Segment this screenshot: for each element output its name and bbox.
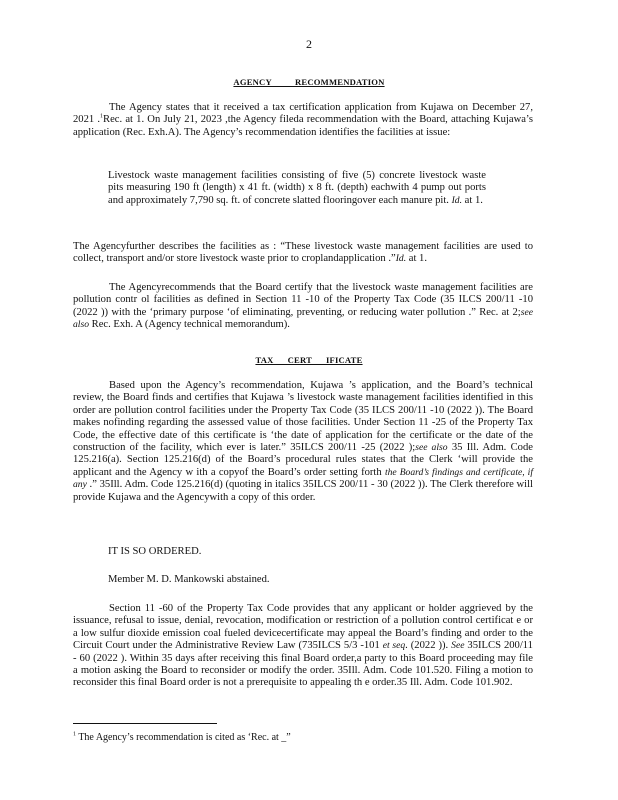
abstained-line: Member M. D. Mankowski abstained. — [108, 574, 270, 585]
agency-paragraph-2: The Agencyfurther describes the facilities as : “These livestock waste management facilities are used to collect, transport and/or store livestock waste prior to croplandapplication .”Id. at 1. — [73, 241, 533, 265]
certificate-paragraph-1: Based upon the Agency’s recommendation, Kujawa ’s application, and the Board’s technical review, the Board finds and certifies that Kujawa ’s livestock waste management facilities identified in this order are pollution control facilities under the Property Tax Code (35 ILCS 200/11 -10 (2022 )). The Board makes nofinding regarding the assessed value of those facilities. Under Section 11 -25 of the Property Tax Code, the effective date of this certificate is ‘the date of application for the certificate or the date of the construction of the facility, which ever is later.” 35ILCS 200/11 -25 (2022 );see also 35 Ill. Adm. Code 125.216(a). Section 125.216(d) of the Board’s procedural rules states that the Clerk ‘will provide the applicant and the Agency w ith a copyof the Board’s order setting forth the Board’s findings and certificate, if any .” 35Ill. Adm. Code 125.216(d) (quoting in italics 35ILCS 200/11 - 30 (2022 )). The Clerk therefore will provide Kujawa and the Agencywith a copy of this order. — [73, 380, 534, 503]
footnote-marker: 1 — [73, 731, 76, 738]
footnote-ref: 1 — [100, 113, 104, 120]
section-heading-agency-recommendation: AGENCY RECOMMENDATION — [233, 77, 385, 87]
section-heading-tax-certificate: TAX CERT IFICATE — [255, 355, 363, 365]
block-quote: Livestock waste management facilities consisting of five (5) concrete livestock waste pits measuring 190 ft (length) x 41 ft. (width) x 8 ft. (depth) eachwith 4 pump out ports and approximately 7,790 sq. ft. of concrete slatted flooringover each manure pit. Id. at 1. — [108, 170, 486, 206]
agency-paragraph-3: The Agencyrecommends that the Board certify that the livestock waste management facilities are pollution contr ol facilities as defined in Section 11 -10 of the Property Tax Code (35 ILCS 200/11 -10 (2022 )) with the ‘primary purpose ‘of eliminating, preventing, or reducing water pollution .” Rec. at 2;see also Rec. Exh. A (Agency technical memorandum). — [73, 282, 533, 331]
page-number: 2 — [306, 37, 312, 51]
footnote: $^1$ The Agency’s recommendation is cited as ‘Rec. at _” — [73, 731, 291, 743]
ordered-line: IT IS SO ORDERED. — [108, 546, 202, 557]
footnote-divider — [73, 723, 217, 724]
appeal-paragraph: Section 11 -60 of the Property Tax Code provides that any applicant or holder aggrieved by the issuance, refusal to issue, denial, revocation, modification or restriction of a pollution control certificat e or a low sulfur dioxide emission coal fueled devicecertificate may appeal the Board’s finding and order to the Circuit Court under the Administrative Review Law (735ILCS 5/3 -101 et seq. (2022 )). See 35ILCS 200/11 - 60 (2022 ). Within 35 days after receiving this final Board order,a party to this Board proceeding may file a motion asking the Board to reconsider or modify the order. 35Ill. Adm. Code 101.520. Filing a motion to reconsider this final Board order is not a prerequisite to appealing th e order.35 Ill. Adm. Code 101.902. — [73, 603, 533, 689]
agency-paragraph-1: The Agency states that it received a tax certification application from Kujawa on December 27, 2021 .$^1$Rec. at 1. On July 21, 2023 ,the Agency fileda recommendation with the Board, attaching Kujawa’s application (Rec. Exh.A). The Agency’s recommendation identifies the facilities at issue: — [73, 102, 533, 138]
